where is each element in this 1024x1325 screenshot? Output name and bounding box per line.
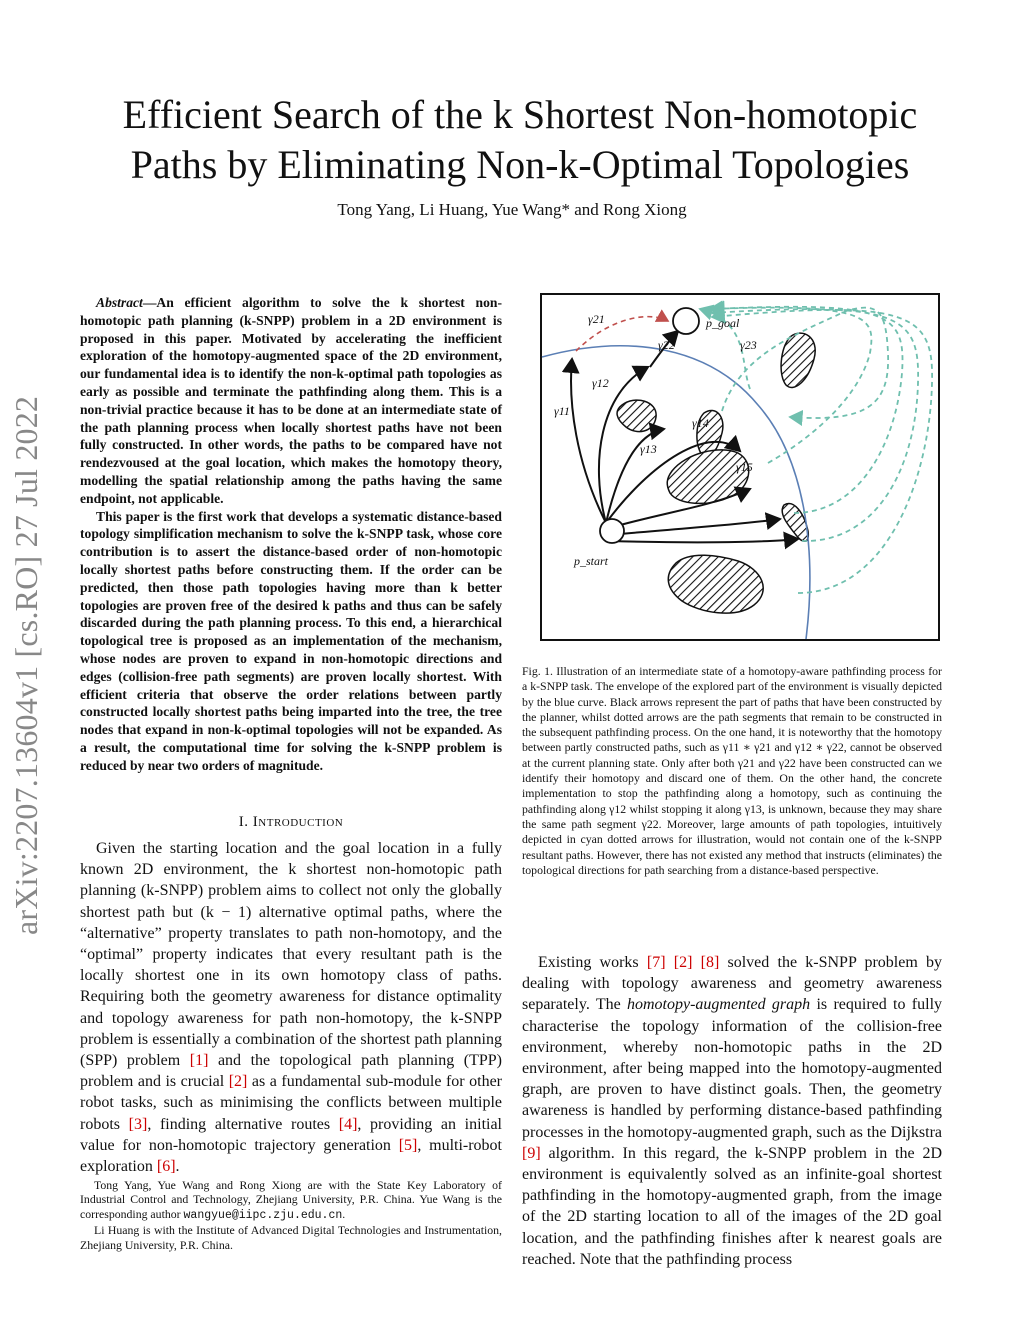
author-list: Tong Yang, Li Huang, Yue Wang* and Rong Xiong [337,200,687,219]
right-text-f: algorithm. In this regard, the k-SNPP problem in the 2D environment is equivalently solved as an infinite-goal shortest pathfinding in the homotopy-augmented graph, from the image of the 2D starting location to all of the images of the 2D goal location, and the pathfinding finishes after k nearest goals are reached. Note that the pathfinding process [522,1144,942,1268]
citation-link[interactable]: [4] [338,1115,358,1133]
gamma15-label: γ15 [736,460,753,474]
right-text-d: solved the k-SNPP problem by dealing with topology awareness and geometry awareness separately. The [522,954,943,1014]
title-line-1: Efficient Search of the k Shortest Non-homotopic [122,92,918,137]
right-text-c [692,954,700,971]
abstract-lead: Abstract [96,295,143,310]
abstract [80,294,502,775]
goal-label: p_goal [706,316,740,330]
footnote-affiliation-2: Li Huang is with the Institute of Advanced Digital Technologies and Instrumentation, Zhejiang University, P.R. China. [80,1223,502,1252]
footnote-text: Tong Yang, Yue Wang and Rong Xiong are with the State Key Laboratory of Industrial Control and Technology, Zhejiang University, P.R. China. Yue Wang is the corresponding author [80,1178,502,1221]
footnotes [80,1178,502,1252]
citation-link[interactable]: [9] [522,1144,541,1162]
right-text-b [666,954,674,971]
intro-paragraph [80,838,502,1177]
abstract-text-1: —An efficient algorithm to solve the k shortest non-homotopic path planning (k-SNPP) problem in a 2D environment is proposed in this paper. Motivated by accelerating the inefficient exploration of the homotopy-augmented space of the 2D environment, our fundamental idea is to identify the non-k-optimal path topologies as early as possible and terminate the pathfinding along them. This is a non-trivial practice because it has to be done at an intermediate state of the path planning process when locally shortest paths have not been fully constructed. In other words, the paths to be compared have not rendezvoused at the goal location, which makes the homotopy theory, modelling the spatial relationship among the paths having the same endpoint, not applicable. [80,295,502,506]
gamma12-label: γ12 [592,376,609,390]
intro-text-f: , multi-robot exploration [80,1136,503,1176]
right-text-a: Existing works [538,954,647,971]
abstract-paragraph-2: This paper is the first work that develops a systematic distance-based topology simplification mechanism to solve the k-SNPP task, whose core contribution is to assert the distance-based order of non-homotopic locally shortest paths before constructing them. If the order can be predicted, then those path topologies having more than k better topologies are proven free of the desired k paths and thus can be safely discarded during the path planning process. To this end, a hierarchical topological tree is proposed as an implementation of the mechanism, whose nodes are proven to expand in non-homotopic directions and edges (collision-free path segments) are proven locally shortest. With efficient criteria that observe the order relations between partly constructed locally shortest paths being imparted into the tree, the tree nodes that expand in non-k-optimal topologies will not be expanded. As a result, the computational time for solving the k-SNPP problem is reduced by near two orders of magnitude. [80,508,502,773]
intro-text-c: as a fundamental sub-module for other robot tasks, such as minimising the conflicts between multiple robots [80,1073,502,1133]
abstract-paragraph-1 [80,294,502,508]
citation-link[interactable]: [7] [646,954,666,971]
footnote-text-end: . [342,1206,346,1221]
citation-link[interactable]: [5] [398,1136,418,1154]
gamma14-label: γ14 [692,416,709,430]
intro-text-g: . [175,1158,180,1176]
citation-link[interactable]: [1] [189,1052,209,1070]
gamma22-label: γ22 [658,338,675,352]
footnote-affiliation-1 [80,1178,502,1223]
gamma23-label: γ23 [740,338,757,352]
figure-caption: Fig. 1. Illustration of an intermediate state of a homotopy-aware pathfinding process for a k-SNPP task. The envelope of the explored part of the environment is visually depicted by the blue curve. Black arrows represent the part of paths that have been constructed by the planner, whilst dotted arrows are the path segments that remain to be constructed in the subsequent pathfinding process. On the one hand, it is noteworthy that the homotopy between partly constructed paths, such as γ11 ∗ γ21 and γ12 ∗ γ22, cannot be observed at the current planning state. Only after both γ21 and γ22 have been constructed can we identify their homotopy and discard one of them. On the other hand, the concrete implementation to stop the pathfinding along a homotopy, such as continuing the pathfinding along γ12 whilst stopping it along γ13, is unknown, because they may share the same path segment γ22. Moreover, large amounts of path topologies, intuitively depicted in cyan dotted arrows for illustration, would not contain one of the k-SNPP resultant paths. However, there has not existed any method that instructs (eliminates) the topological directions for path searching from a distance-based perspective. [522,664,942,877]
goal-node [673,308,699,334]
right-column-body [522,952,942,1270]
start-node [600,519,624,543]
citation-link[interactable]: [2] [673,954,693,971]
citation-link[interactable]: [3] [128,1115,148,1133]
section-heading [80,814,502,831]
introduction-body [80,838,502,1177]
emphasis-term: homotopy-augmented graph [627,996,811,1014]
intro-text-a: Given the starting location and the goal location in a fully known 2D environment, the k shortest non-homotopic path planning (k-SNPP) problem aims to collect not only the globally shortest path but (k − 1) alternative optimal paths, where the “alternative” property translates to path non-homotopy, and the “optimal” property indicates that every resultant path is the locally shortest one in its own homotopy class of paths. Requiring both the geometry awareness for distance optimality and topology awareness for path non-homotopy, the k-SNPP problem is essentially a combination of the shortest path planning (SPP) problem [80,840,502,1070]
intro-text-d: , finding alternative routes [147,1115,339,1133]
start-label: p_start [574,554,609,568]
right-paragraph [522,952,942,1270]
gamma13-label: γ13 [640,442,657,456]
intro-text-b: and the topological path planning (TPP) problem and is crucial [80,1052,503,1091]
arxiv-stamp: arXiv:2207.13604v1 [cs.RO] 27 Jul 2022 [8,395,44,935]
citation-link[interactable]: [2] [228,1073,248,1091]
citation-link[interactable]: [8] [700,954,720,971]
section-number: I. [238,814,249,830]
citation-link[interactable]: [6] [156,1158,176,1176]
title-line-2: Paths by Eliminating Non-k-Optimal Topologies [130,142,910,187]
right-text-e: is required to fully characterise the topology information of the collision-free environment, whereby non-homotopic paths in the 2D environment, after being mapped into the homotopy-augmented graph, are proven to have distinct goals. Then, the geometry awareness is handled by performing distance-based pathfinding processes in the homotopy-augmented graph, such as the Dijkstra [522,996,943,1141]
paper-title [60,90,980,190]
author-email[interactable]: wangyue@iipc.zju.edu.cn [183,1208,343,1222]
intro-text-e: , providing an initial value for non-homotopic trajectory generation [80,1115,502,1154]
section-title: Introduction [252,814,344,830]
figure-1 [540,293,940,641]
gamma11-label: γ11 [554,404,570,418]
gamma21-label: γ21 [588,312,605,326]
